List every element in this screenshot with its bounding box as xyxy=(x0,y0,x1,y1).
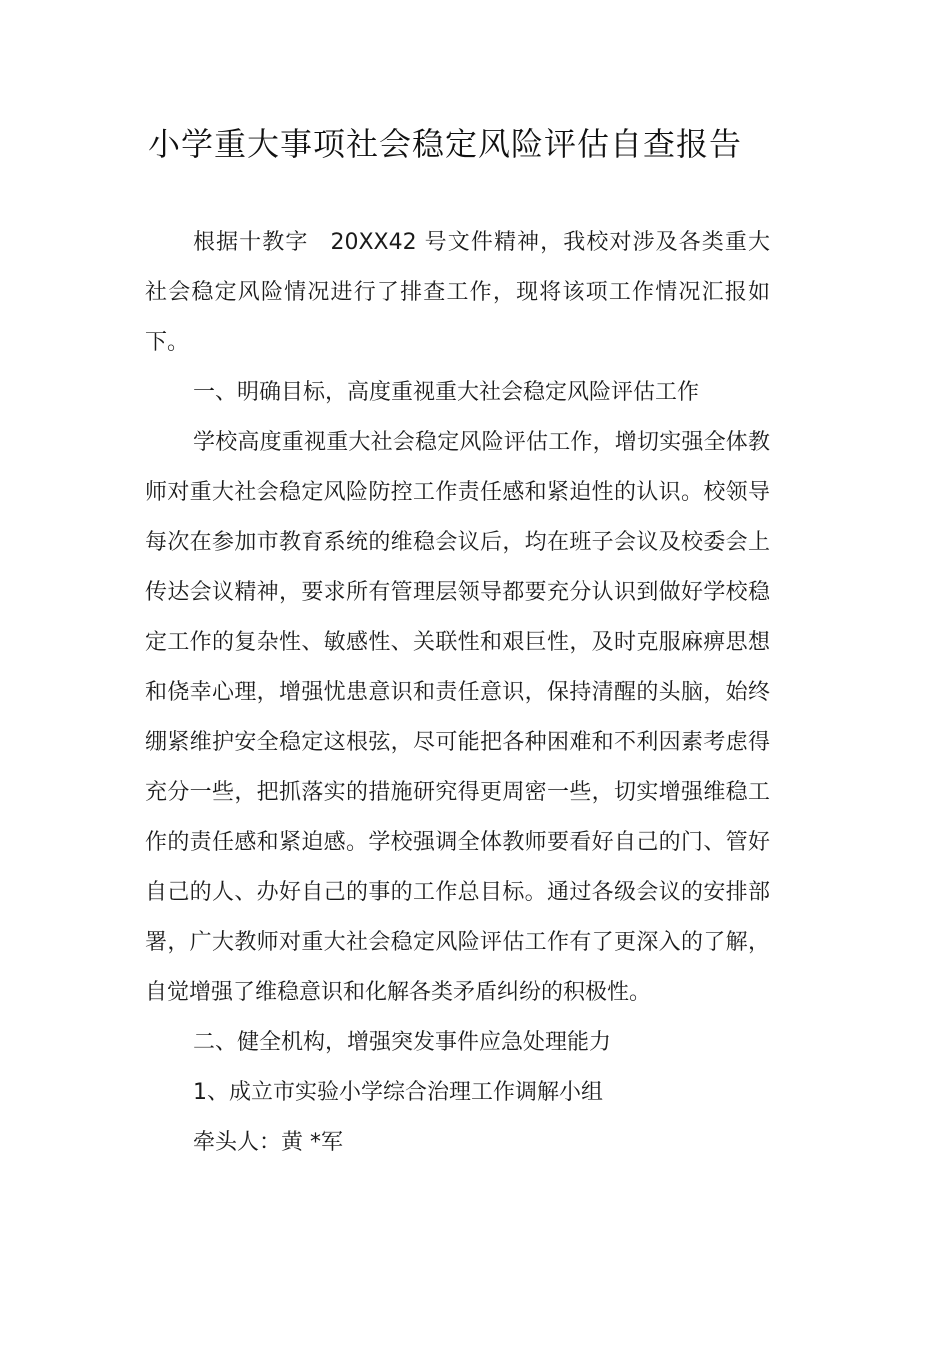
document-body xyxy=(145,218,770,1168)
item1-line: 1、成立市实验小学综合治理工作调解小组 xyxy=(193,1080,603,1105)
leader-line: 牵头人：黄 *军 xyxy=(193,1130,343,1155)
section1-heading: 一、明确目标，高度重视重大社会稳定风险评估工作 xyxy=(193,380,700,405)
section1-paragraph: 学校高度重视重大社会稳定风险评估工作，增切实强全体教师对重大社会稳定风险防控工作责任感和紧迫性的认识。校领导每次在参加市教育系统的维稳会议后，均在班子会议及校委会上传达会议精神，要求所有管理层领导都要充分认识到做好学校稳定工作的复杂性、敏感性、关联性和艰巨性，及时克服麻痹思想和侥幸心理，增强忧患意识和责任意识，保持清醒的头脑，始终绷紧维护安全稳定这根弦，尽可能把各种困难和不利因素考虑得充分一些，把抓落实的措施研究得更周密一些，切实增强维稳工作的责任感和紧迫感。学校强调全体教师要看好自己的门、管好自己的人、办好自己的事的工作总目标。通过各级会议的安排部署，广大教师对重大社会稳定风险评估工作有了更深入的了解，自觉增强了维稳意识和化解各类矛盾纠纷的积极性。 xyxy=(145,430,770,1005)
intro-paragraph xyxy=(145,218,770,368)
document-title: 小学重大事项社会稳定风险评估自查报告 xyxy=(147,125,742,163)
intro-text-part2: 20XX42 号文件精神，我校对涉及各类重大社会稳定风险情况进行了排查工作，现将该项工作情况汇报如下。 xyxy=(145,230,770,355)
intro-text-part1: 根据十教字 xyxy=(193,230,309,255)
section2-heading: 二、健全机构，增强突发事件应急处理能力 xyxy=(193,1030,612,1055)
